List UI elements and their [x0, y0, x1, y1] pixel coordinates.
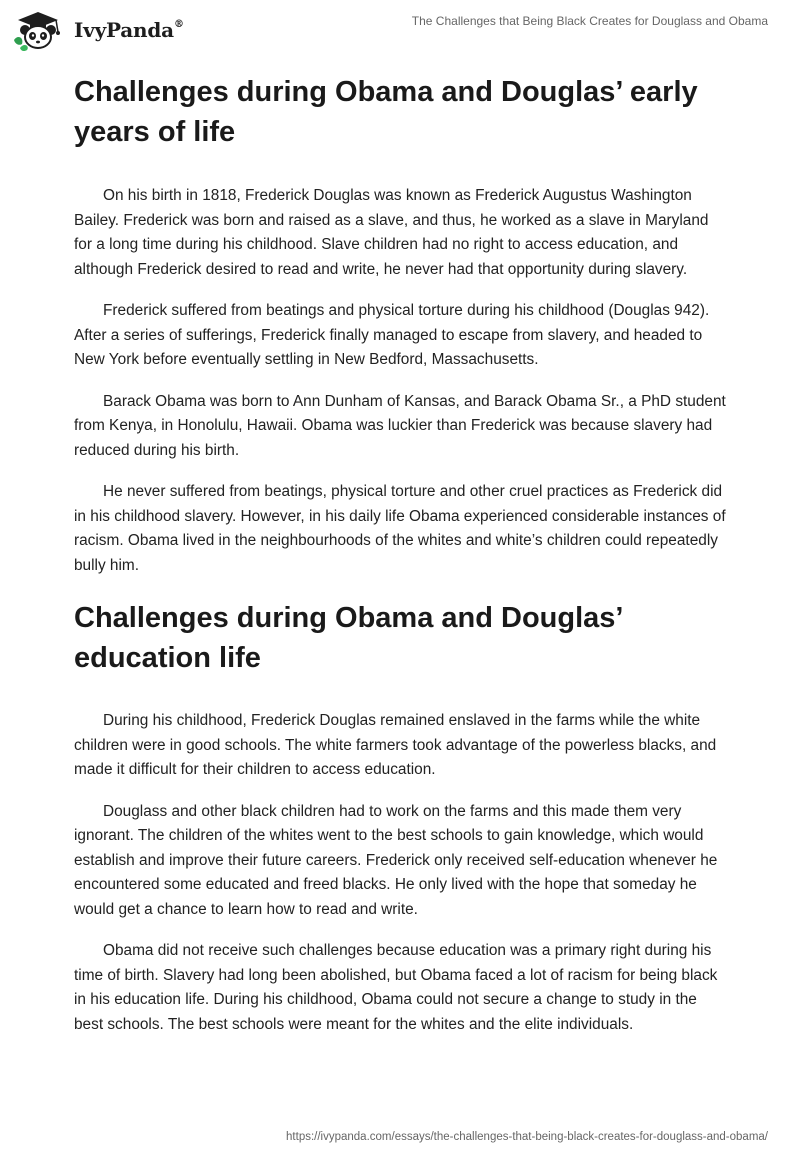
paragraph: Barack Obama was born to Ann Dunham of Kansas, and Barack Obama Sr., a PhD student from Kenya, in Honolulu, Hawaii. Obama was luckier than Frederick was because slavery had reduced during his birth.: [74, 392, 726, 459]
document-title: The Challenges that Being Black Creates for Douglass and Obama: [411, 14, 768, 28]
section-heading: Challenges during Obama and Douglas’ education life: [74, 602, 622, 674]
paragraph: On his birth in 1818, Frederick Douglas was known as Frederick Augustus Washington Bailey. Frederick was born and raised as a slave, and thus, he worked as a slave in Maryland for a long time during his childhood. Slave children had no right to access education, and although Frederick desired to read and write, he never had that opportunity during slavery.: [74, 187, 709, 278]
essay-content: [74, 70, 730, 1037]
page-header: [0, 0, 800, 64]
paragraph: During his childhood, Frederick Douglas remained enslaved in the farms while the white children were in good schools. The white farmers took advantage of the powerless blacks, and made it difficult for their children to access education.: [74, 712, 717, 778]
paragraph: Douglass and other black children had to work on the farms and this made them very ignorant. The children of the whites went to the best schools to gain knowledge, which would establish and improve their future careers. Frederick only received self-education whenever he encountered some educated and freed blacks. He only lived with the hope that someday he would get a chance to learn how to read and write.: [74, 802, 718, 918]
source-url[interactable]: https://ivypanda.com/essays/the-challenges-that-being-black-creates-for-douglass-and-obama/: [286, 1131, 768, 1143]
paragraph: Obama did not receive such challenges because education was a primary right during his time of birth. Slavery had long been abolished, but Obama faced a lot of racism for being black in his education life. During his childhood, Obama could not secure a change to study in the best schools. The best schools were meant for the whites and the elite individuals.: [74, 942, 718, 1033]
ivypanda-logo[interactable]: [12, 8, 184, 52]
brand-name: IvyPanda®: [74, 18, 184, 42]
panda-graduate-icon: [12, 8, 68, 52]
paragraph: He never suffered from beatings, physical torture and other cruel practices as Frederick did in his childhood slavery. However, in his daily life Obama experienced considerable instances of racism. Obama lived in the neighbourhoods of the whites and white’s children could repeatedly bully him.: [74, 483, 726, 574]
trademark-symbol: ®: [173, 19, 184, 31]
section-heading: Challenges during Obama and Douglas’ early years of life: [74, 76, 698, 148]
paragraph: Frederick suffered from beatings and physical torture during his childhood (Douglas 942). After a series of sufferings, Frederick finally managed to escape from slavery, and headed to New York before eventually settling in New Bedford, Massachusetts.: [74, 302, 710, 368]
